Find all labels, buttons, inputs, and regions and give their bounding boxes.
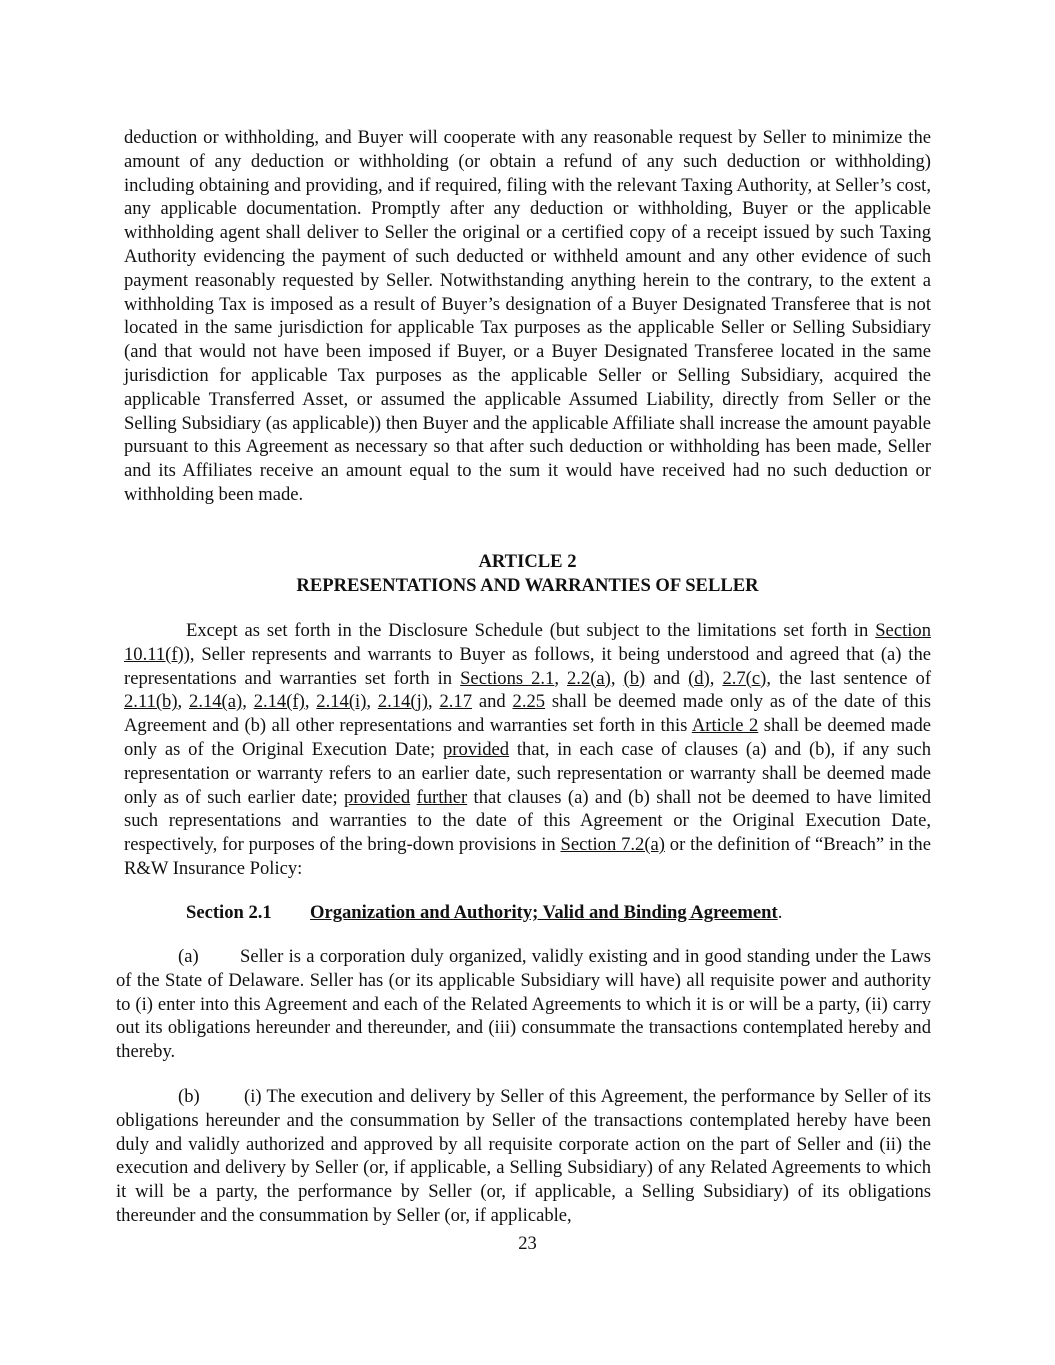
- cross-reference: 2.2(a): [567, 667, 611, 689]
- section-number: Section 2.1: [186, 902, 272, 923]
- intro-text: ,: [554, 667, 567, 689]
- intro-text: ,: [242, 691, 254, 713]
- cross-reference: 2.14(f): [253, 691, 305, 713]
- proviso-term: provided: [442, 738, 510, 760]
- intro-text: , the last sentence of: [766, 667, 932, 689]
- intro-text: ,: [427, 691, 440, 713]
- cross-reference: Section 10.11(f): [124, 620, 931, 665]
- article-heading: [124, 550, 931, 598]
- paragraph-a-text: Seller is a corporation duly organized, validly existing and in good standing under the Laws of the State of Delaware. Seller has (or its applicable Subsidiary will have) all requisite power and authority to (i) enter into this Agreement and each of the Related Agreements to which it is or will be a party, (ii) carry out its obligations hereunder and thereunder, and (iii) consummate the transactions contemplated hereby and thereby.: [116, 946, 931, 1063]
- cross-reference: 2.11(b): [124, 691, 178, 713]
- intro-text: and: [645, 667, 689, 689]
- cross-reference: 2.17: [439, 691, 472, 713]
- paragraph-b-text: (i) The execution and delivery by Seller of this Agreement, the performance by Seller of its obligations hereunder and the consummation by Seller of the transactions contemplated hereby have been duly and validly authorized and approved by all requisite corporate action on the part of Seller and (ii) the execution and delivery by Seller (or, if applicable, a Selling Subsidiary) of any Related Agreements to which it will be a party, the performance by Seller (or, if applicable, a Selling Subsidiary) of its obligations thereunder and the consummation by Seller (or, if applicable,: [116, 1086, 931, 1226]
- cross-reference: Sections 2.1: [460, 667, 555, 689]
- intro-text: that clauses (a) and (b) shall not be deemed to have limited such representations and warranties to the date of this Agreement or the Original Execution Date, respectively, for purposes of the bring-down provisions in: [124, 786, 931, 856]
- article-title: REPRESENTATIONS AND WARRANTIES OF SELLER: [296, 574, 759, 596]
- cross-reference: Article 2: [691, 715, 759, 737]
- cross-reference: 2.14(i): [316, 691, 367, 713]
- section-title: Organization and Authority; Valid and Binding Agreement: [310, 902, 778, 923]
- section-title-period: .: [777, 902, 783, 923]
- cross-reference: (b): [623, 667, 646, 689]
- intro-text: or the definition of “Breach” in the R&W Insurance Policy:: [124, 834, 931, 879]
- intro-text: shall be deemed made only as of the date of this Agreement and (b) all other representations and warranties set forth in this: [124, 691, 932, 737]
- intro-text: ,: [366, 691, 378, 713]
- intro-text: that, in each case of clauses (a) and (b), if any such representation or warranty refers to an earlier date, such representation or warranty shall be deemed made only as of such earlier date;: [124, 738, 931, 808]
- cross-reference: 2.14(a): [189, 691, 243, 713]
- intro-text: shall be deemed made only as of the Original Execution Date;: [124, 715, 931, 760]
- proviso-term: further: [416, 786, 468, 808]
- intro-text: ), Seller represents and warrants to Buyer as follows, it being understood and agreed that (a) the representations and warranties set forth in: [124, 643, 931, 689]
- proviso-term: provided: [344, 786, 411, 808]
- intro-text: ,: [177, 691, 190, 713]
- paragraph-a: [116, 945, 931, 1064]
- paragraph-withholding: deduction or withholding, and Buyer will cooperate with any reasonable request by Seller to minimize the amount of any deduction or withholding (or obtain a refund of any such deduction or withholding) including obtaining and providing, and if required, filing with the relevant Taxing Authority, at Seller’s cost, any applicable documentation. Promptly after any deduction or withholding, Buyer or the applicable withholding agent shall deliver to Seller the original or a certified copy of a receipt issued by such Taxing Authority evidencing the payment of such deducted or withheld amount and any other evidence of such payment reasonably requested by Seller. Notwithstanding anything herein to the contrary, to the extent a withholding Tax is imposed as a result of Buyer’s designation of a Buyer Designated Transferee that is not located in the same jurisdiction for applicable Tax purposes as the applicable Seller or Selling Subsidiary (and that would not have been imposed if Buyer, or a Buyer Designated Transferee located in the same jurisdiction for applicable Tax purposes as the applicable Seller or Selling Subsidiary, acquired the applicable Transferred Asset, or assumed the applicable Assumed Liability, directly from Seller or the Selling Subsidiary (as applicable)) then Buyer and the applicable Affiliate shall increase the amount payable pursuant to this Agreement as necessary so that after such deduction or withholding has been made, Seller and its Affiliates receive an amount equal to the sum it would have received had no such deduction or withholding been made.: [124, 127, 931, 505]
- intro-text: and: [472, 691, 513, 713]
- intro-text: ,: [709, 667, 723, 689]
- intro-text: ,: [610, 667, 624, 689]
- intro-text: Except as set forth in the Disclosure Schedule (but subject to the limitations set forth in: [186, 620, 876, 641]
- cross-reference: 2.25: [512, 691, 546, 713]
- article-number: ARTICLE 2: [478, 551, 577, 572]
- cross-reference: Section 7.2(a): [560, 834, 665, 856]
- section-heading: [186, 901, 931, 925]
- paragraph-article-intro: [124, 619, 931, 881]
- paragraph-a-label: (a): [178, 946, 199, 967]
- paragraph-b: [116, 1085, 931, 1228]
- paragraph-b-label: (b): [178, 1086, 200, 1107]
- intro-text: ,: [304, 691, 317, 713]
- cross-reference: 2.7(c): [722, 667, 767, 689]
- cross-reference: (d): [688, 667, 710, 689]
- page-number: 23: [518, 1233, 537, 1254]
- cross-reference: 2.14(j): [377, 691, 428, 713]
